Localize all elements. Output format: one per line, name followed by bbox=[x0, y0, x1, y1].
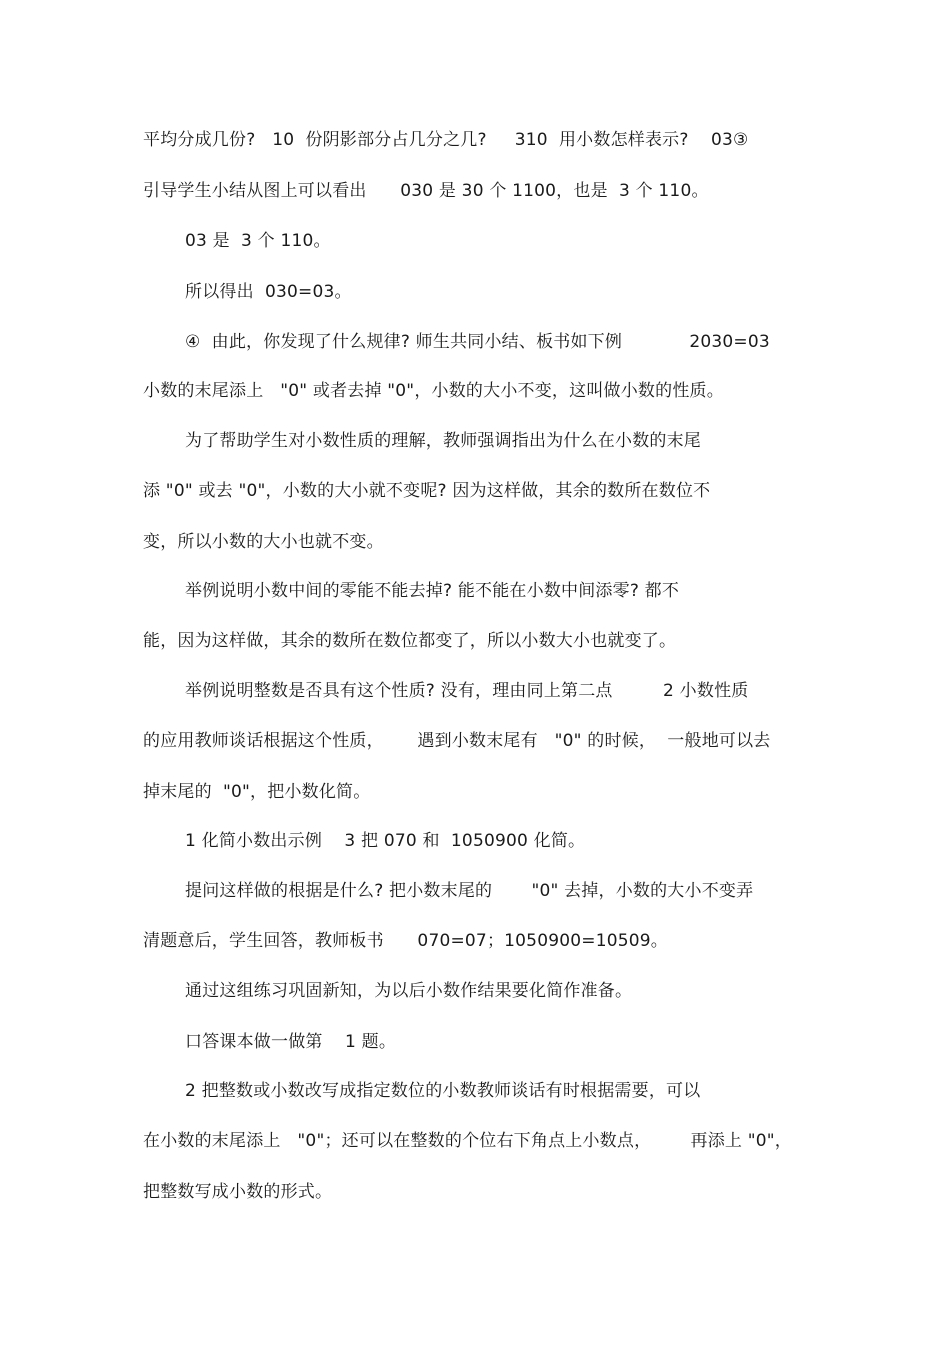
text-line: 1 化简小数出示例 3 把 070 和 1050900 化简。 bbox=[185, 831, 586, 851]
text-line: 引导学生小结从图上可以看出 030 是 30 个 1100，也是 3 个 110。 bbox=[143, 181, 709, 201]
text-line: 在小数的末尾添上 "0"；还可以在整数的个位右下角点上小数点， 再添上 "0"， bbox=[143, 1131, 792, 1151]
text-line: 掉末尾的 "0"，把小数化简。 bbox=[143, 782, 371, 802]
text-line: 提问这样做的根据是什么? 把小数末尾的 "0" 去掉，小数的大小不变弄 bbox=[185, 881, 754, 901]
text-line: 平均分成几份? 10 份阴影部分占几分之几? 310 用小数怎样表示? 03③ bbox=[143, 130, 749, 150]
text-line: 变，所以小数的大小也就不变。 bbox=[143, 532, 384, 552]
text-line: 小数的末尾添上 "0" 或者去掉 "0"，小数的大小不变，这叫做小数的性质。 bbox=[143, 381, 724, 401]
text-line: ④ 由此，你发现了什么规律? 师生共同小结、板书如下例 2030=03 bbox=[185, 332, 770, 352]
text-line: 添 "0" 或去 "0"，小数的大小就不变呢? 因为这样做，其余的数所在数位不 bbox=[143, 481, 711, 501]
text-line: 举例说明小数中间的零能不能去掉? 能不能在小数中间添零? 都不 bbox=[185, 581, 680, 601]
text-line: 口答课本做一做第 1 题。 bbox=[185, 1032, 397, 1052]
text-line: 的应用教师谈话根据这个性质， 遇到小数末尾有 "0" 的时候， 一般地可以去 bbox=[143, 731, 771, 751]
text-line: 清题意后，学生回答，教师板书 070=07；1050900=10509。 bbox=[143, 931, 668, 951]
text-line: 通过这组练习巩固新知，为以后小数作结果要化简作准备。 bbox=[185, 981, 633, 1001]
text-line: 为了帮助学生对小数性质的理解，教师强调指出为什么在小数的末尾 bbox=[185, 431, 701, 451]
text-line: 所以得出 030=03。 bbox=[185, 282, 352, 302]
text-line: 举例说明整数是否具有这个性质? 没有，理由同上第二点 2 小数性质 bbox=[185, 681, 749, 701]
text-line: 2 把整数或小数改写成指定数位的小数教师谈话有时根据需要，可以 bbox=[185, 1081, 701, 1101]
text-line: 把整数写成小数的形式。 bbox=[143, 1182, 333, 1202]
text-line: 能，因为这样做，其余的数所在数位都变了，所以小数大小也就变了。 bbox=[143, 631, 677, 651]
text-line: 03 是 3 个 110。 bbox=[185, 231, 331, 251]
